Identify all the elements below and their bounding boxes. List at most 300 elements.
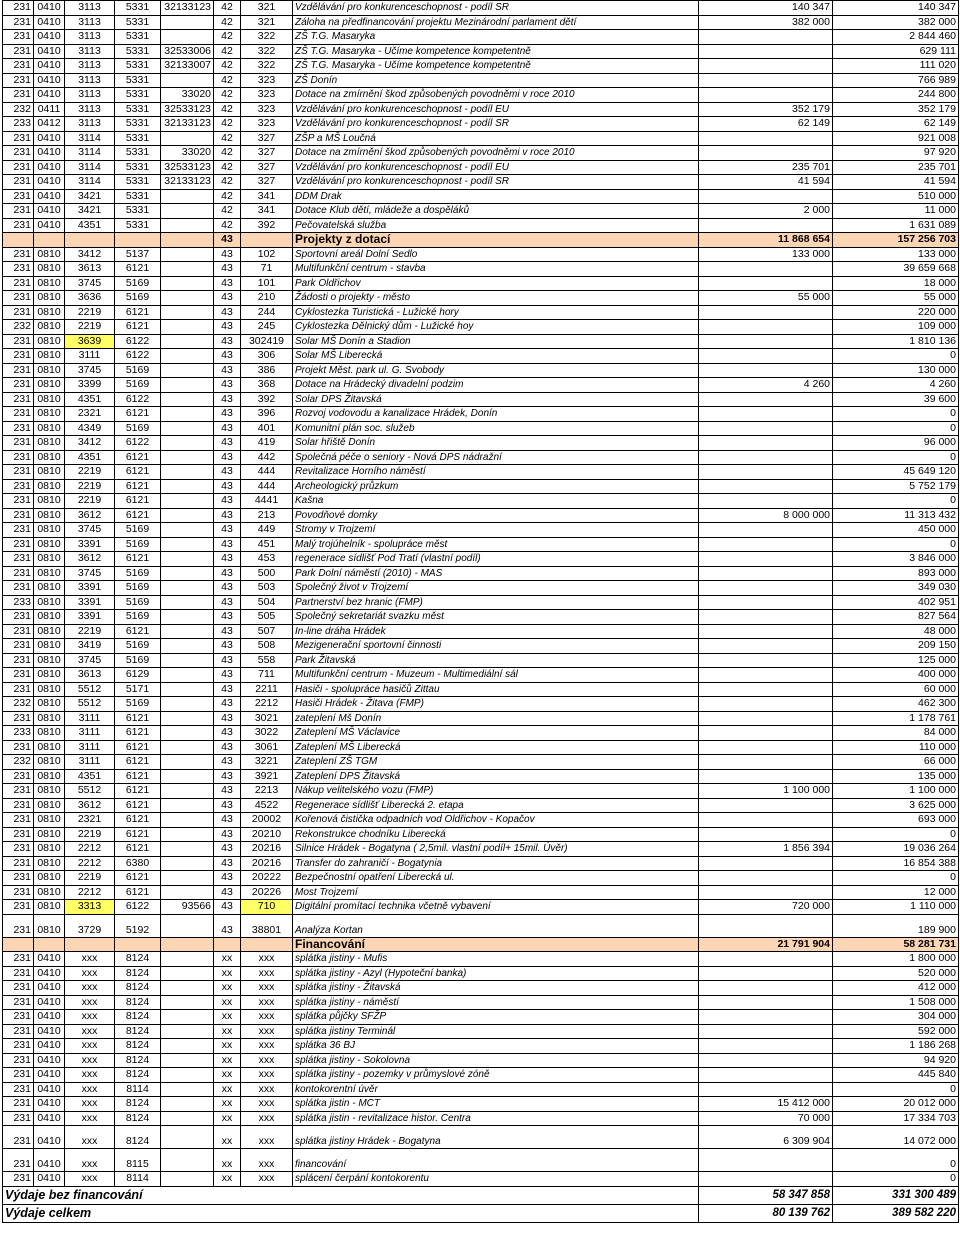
cell-i: 2 000 <box>699 204 833 219</box>
cell-a: 231 <box>3 378 34 393</box>
table-row <box>3 624 959 639</box>
cell-b: 0410 <box>34 44 65 59</box>
cell-b: 0810 <box>34 407 65 422</box>
cell-c: xxx <box>65 1068 115 1083</box>
cell-i <box>699 407 833 422</box>
cell-h: Analýza Kortan <box>293 914 699 937</box>
cell-h: Zateplení MŠ Liberecká <box>293 740 699 755</box>
cell-g: 327 <box>241 131 293 146</box>
cell-e <box>161 914 214 937</box>
cell-b: 0410 <box>34 189 65 204</box>
cell-h: Bezpečnostní opatření Liberecká ul. <box>293 871 699 886</box>
cell-i <box>699 262 833 277</box>
cell-f: 43 <box>214 552 241 567</box>
cell-g: 2212 <box>241 697 293 712</box>
cell-j: 62 149 <box>833 117 959 132</box>
cell-g: 321 <box>241 1 293 16</box>
cell-h: splátka jistiny - Žitavská <box>293 981 699 996</box>
total-value-i: 58 347 858 <box>699 1186 833 1204</box>
cell-a: 231 <box>3 798 34 813</box>
cell-f: 43 <box>214 450 241 465</box>
table-row <box>3 378 959 393</box>
cell-j: 304 000 <box>833 1010 959 1025</box>
cell-h: Kašna <box>293 494 699 509</box>
cell-a: 231 <box>3 1111 34 1126</box>
cell-a: 231 <box>3 668 34 683</box>
cell-b: 0410 <box>34 160 65 175</box>
cell-g: 504 <box>241 595 293 610</box>
cell-d: 5169 <box>115 523 161 538</box>
cell-c: 3111 <box>65 726 115 741</box>
cell-f: 42 <box>214 88 241 103</box>
cell-f: 43 <box>214 668 241 683</box>
table-row <box>3 436 959 451</box>
cell-f <box>214 937 241 952</box>
cell-a: 231 <box>3 1097 34 1112</box>
cell-i: 1 856 394 <box>699 842 833 857</box>
cell-e <box>161 769 214 784</box>
cell-f: 43 <box>214 349 241 364</box>
cell-j: 0 <box>833 407 959 422</box>
cell-g: 20222 <box>241 871 293 886</box>
table-row <box>3 73 959 88</box>
cell-i: 41 594 <box>699 175 833 190</box>
cell-a: 231 <box>3 682 34 697</box>
cell-c: 3111 <box>65 349 115 364</box>
cell-g: xxx <box>241 966 293 981</box>
cell-a: 231 <box>3 421 34 436</box>
cell-e <box>161 552 214 567</box>
cell-j: 135 000 <box>833 769 959 784</box>
cell-g: 392 <box>241 392 293 407</box>
cell-i: 140 347 <box>699 1 833 16</box>
table-row <box>3 204 959 219</box>
cell-b: 0410 <box>34 73 65 88</box>
cell-h: Komunitní plán soc. služeb <box>293 421 699 436</box>
cell-g: 322 <box>241 59 293 74</box>
cell-f: 43 <box>214 233 241 248</box>
cell-j: 921 008 <box>833 131 959 146</box>
cell-d: 5331 <box>115 88 161 103</box>
cell-g: 323 <box>241 117 293 132</box>
cell-f: 42 <box>214 204 241 219</box>
cell-g: 101 <box>241 276 293 291</box>
cell-c: xxx <box>65 1149 115 1172</box>
cell-e <box>161 30 214 45</box>
cell-a: 231 <box>3 523 34 538</box>
cell-e <box>161 937 214 952</box>
cell-d: 6121 <box>115 552 161 567</box>
cell-j: 3 846 000 <box>833 552 959 567</box>
cell-j: 19 036 264 <box>833 842 959 857</box>
table-row <box>3 392 959 407</box>
cell-i <box>699 131 833 146</box>
total-label: Výdaje celkem <box>3 1204 699 1222</box>
cell-j: 1 800 000 <box>833 952 959 967</box>
cell-b: 0810 <box>34 856 65 871</box>
cell-f: 42 <box>214 59 241 74</box>
cell-b: 0810 <box>34 624 65 639</box>
table-row <box>3 552 959 567</box>
cell-j: 1 810 136 <box>833 334 959 349</box>
cell-j: 60 000 <box>833 682 959 697</box>
cell-c: 4351 <box>65 450 115 465</box>
cell-i: 382 000 <box>699 15 833 30</box>
cell-g: 213 <box>241 508 293 523</box>
cell-j: 96 000 <box>833 436 959 451</box>
cell-e <box>161 363 214 378</box>
cell-b: 0810 <box>34 914 65 937</box>
cell-h: splátka jistin - MCT <box>293 1097 699 1112</box>
table-row <box>3 1 959 16</box>
cell-i <box>699 668 833 683</box>
cell-g: 444 <box>241 479 293 494</box>
cell-g: 38801 <box>241 914 293 937</box>
cell-e <box>161 479 214 494</box>
table-row <box>3 966 959 981</box>
cell-b: 0810 <box>34 682 65 697</box>
cell-a: 232 <box>3 320 34 335</box>
cell-i <box>699 421 833 436</box>
cell-i <box>699 1024 833 1039</box>
cell-a: 231 <box>3 981 34 996</box>
cell-a: 231 <box>3 465 34 480</box>
cell-g: 401 <box>241 421 293 436</box>
cell-f: 43 <box>214 262 241 277</box>
cell-a: 231 <box>3 131 34 146</box>
cell-b: 0410 <box>34 30 65 45</box>
cell-b: 0410 <box>34 146 65 161</box>
cell-h: Digitální promítací technika včetně vybavení <box>293 900 699 915</box>
cell-j: 402 951 <box>833 595 959 610</box>
cell-a: 231 <box>3 885 34 900</box>
cell-h: Kořenová čistička odpadních vod Oldřichov - Kopačov <box>293 813 699 828</box>
cell-g: 4522 <box>241 798 293 813</box>
cell-d: 5169 <box>115 291 161 306</box>
cell-g: xxx <box>241 952 293 967</box>
cell-c: 2219 <box>65 305 115 320</box>
cell-d: 6121 <box>115 479 161 494</box>
cell-d: 6121 <box>115 465 161 480</box>
table-row <box>3 885 959 900</box>
table-row <box>3 784 959 799</box>
cell-d: 5171 <box>115 682 161 697</box>
cell-h: Archeologický průzkum <box>293 479 699 494</box>
cell-c: 3113 <box>65 1 115 16</box>
cell-e: 32133123 <box>161 1 214 16</box>
cell-b: 0810 <box>34 581 65 596</box>
cell-e <box>161 697 214 712</box>
cell-i <box>699 827 833 842</box>
table-row <box>3 1039 959 1054</box>
cell-d: 5169 <box>115 537 161 552</box>
cell-c: 3113 <box>65 59 115 74</box>
cell-b: 0410 <box>34 1024 65 1039</box>
cell-b: 0810 <box>34 842 65 857</box>
table-row <box>3 755 959 770</box>
cell-e: 32533123 <box>161 102 214 117</box>
cell-b: 0410 <box>34 88 65 103</box>
cell-g: 102 <box>241 247 293 262</box>
cell-c: xxx <box>65 995 115 1010</box>
cell-i <box>699 305 833 320</box>
cell-e <box>161 668 214 683</box>
cell-j: 450 000 <box>833 523 959 538</box>
cell-e <box>161 305 214 320</box>
cell-f: 43 <box>214 856 241 871</box>
cell-d: 5169 <box>115 276 161 291</box>
cell-f: 42 <box>214 73 241 88</box>
table-row <box>3 479 959 494</box>
cell-i <box>699 537 833 552</box>
cell-a: 231 <box>3 1010 34 1025</box>
cell-e <box>161 1126 214 1149</box>
table-row <box>3 697 959 712</box>
cell-g: 505 <box>241 610 293 625</box>
cell-d: 8124 <box>115 1024 161 1039</box>
cell-f: xx <box>214 952 241 967</box>
cell-e <box>161 262 214 277</box>
cell-h: Solar hřiště Donín <box>293 436 699 451</box>
cell-a: 232 <box>3 755 34 770</box>
cell-b: 0410 <box>34 59 65 74</box>
cell-h: financování <box>293 1149 699 1172</box>
cell-j: 84 000 <box>833 726 959 741</box>
cell-f: 42 <box>214 146 241 161</box>
cell-f: 43 <box>214 755 241 770</box>
cell-h: Regenerace sídlišť Liberecká 2. etapa <box>293 798 699 813</box>
cell-b: 0410 <box>34 1010 65 1025</box>
cell-d: 8124 <box>115 1126 161 1149</box>
cell-a <box>3 937 34 952</box>
cell-f: 43 <box>214 624 241 639</box>
cell-j: 58 281 731 <box>833 937 959 952</box>
cell-a: 231 <box>3 842 34 857</box>
cell-c: xxx <box>65 981 115 996</box>
cell-h: Vzdělávání pro konkurenceschopnost - podíl EU <box>293 102 699 117</box>
table-row <box>3 1149 959 1172</box>
cell-a: 231 <box>3 305 34 320</box>
cell-i <box>699 59 833 74</box>
cell-f: 43 <box>214 697 241 712</box>
cell-i <box>699 624 833 639</box>
cell-h: Partnerství bez hranic (FMP) <box>293 595 699 610</box>
cell-i <box>699 885 833 900</box>
cell-g: xxx <box>241 1111 293 1126</box>
cell-h: Solar MŠ Donín a Stadion <box>293 334 699 349</box>
cell-e <box>161 73 214 88</box>
cell-h: DDM Drak <box>293 189 699 204</box>
cell-d <box>115 233 161 248</box>
cell-d: 5331 <box>115 59 161 74</box>
cell-a: 231 <box>3 436 34 451</box>
table-row <box>3 856 959 871</box>
cell-d: 6121 <box>115 813 161 828</box>
table-row <box>3 682 959 697</box>
cell-j: 1 178 761 <box>833 711 959 726</box>
cell-g: 3921 <box>241 769 293 784</box>
cell-c: 3745 <box>65 363 115 378</box>
cell-e <box>161 349 214 364</box>
cell-f: 42 <box>214 44 241 59</box>
total-value-j: 331 300 489 <box>833 1186 959 1204</box>
cell-j: 0 <box>833 827 959 842</box>
cell-d: 6121 <box>115 740 161 755</box>
cell-d: 8124 <box>115 1039 161 1054</box>
cell-g: 453 <box>241 552 293 567</box>
cell-i: 62 149 <box>699 117 833 132</box>
cell-e <box>161 407 214 422</box>
cell-c: xxx <box>65 1039 115 1054</box>
cell-g: xxx <box>241 995 293 1010</box>
cell-g: 503 <box>241 581 293 596</box>
cell-a: 232 <box>3 697 34 712</box>
cell-d: 5169 <box>115 639 161 654</box>
cell-e <box>161 798 214 813</box>
cell-d: 5169 <box>115 421 161 436</box>
cell-c: xxx <box>65 1010 115 1025</box>
cell-e <box>161 566 214 581</box>
cell-b: 0410 <box>34 1111 65 1126</box>
table-row <box>3 44 959 59</box>
table-row <box>3 914 959 937</box>
cell-i: 235 701 <box>699 160 833 175</box>
cell-f: xx <box>214 1126 241 1149</box>
table-row <box>3 726 959 741</box>
cell-f: 43 <box>214 813 241 828</box>
cell-h: Solar DPS Žitavská <box>293 392 699 407</box>
cell-i <box>699 653 833 668</box>
cell-j: 209 150 <box>833 639 959 654</box>
cell-d: 6121 <box>115 494 161 509</box>
cell-e <box>161 1068 214 1083</box>
cell-a <box>3 233 34 248</box>
cell-f: 43 <box>214 537 241 552</box>
cell-i <box>699 610 833 625</box>
table-row <box>3 1172 959 1187</box>
cell-e <box>161 755 214 770</box>
cell-e <box>161 966 214 981</box>
cell-j: 592 000 <box>833 1024 959 1039</box>
cell-f: xx <box>214 966 241 981</box>
cell-h: splátka jistiny Hrádek - Bogatyna <box>293 1126 699 1149</box>
cell-g: xxx <box>241 1149 293 1172</box>
cell-f: xx <box>214 1024 241 1039</box>
cell-d: 6122 <box>115 392 161 407</box>
cell-c: xxx <box>65 1053 115 1068</box>
cell-f: 42 <box>214 218 241 233</box>
cell-h: Vzdělávání pro konkurenceschopnost - podíl EU <box>293 160 699 175</box>
cell-j: 66 000 <box>833 755 959 770</box>
cell-g: 4441 <box>241 494 293 509</box>
cell-j: 520 000 <box>833 966 959 981</box>
cell-j: 220 000 <box>833 305 959 320</box>
cell-f: 43 <box>214 842 241 857</box>
cell-c: 3113 <box>65 44 115 59</box>
cell-j: 133 000 <box>833 247 959 262</box>
cell-g: 20002 <box>241 813 293 828</box>
cell-b: 0810 <box>34 639 65 654</box>
cell-b: 0810 <box>34 305 65 320</box>
table-row <box>3 465 959 480</box>
cell-d: 5331 <box>115 117 161 132</box>
table-row <box>3 88 959 103</box>
cell-a: 231 <box>3 1024 34 1039</box>
cell-f: 43 <box>214 334 241 349</box>
cell-f: 43 <box>214 581 241 596</box>
cell-h: Zateplení DPS Žitavská <box>293 769 699 784</box>
cell-i <box>699 349 833 364</box>
cell-i <box>699 639 833 654</box>
cell-j: 382 000 <box>833 15 959 30</box>
cell-j: 20 012 000 <box>833 1097 959 1112</box>
cell-g: 3221 <box>241 755 293 770</box>
cell-b: 0810 <box>34 537 65 552</box>
cell-h: zateplení Mš Donín <box>293 711 699 726</box>
cell-b: 0810 <box>34 813 65 828</box>
cell-i <box>699 1010 833 1025</box>
cell-a: 233 <box>3 595 34 610</box>
cell-i <box>699 813 833 828</box>
cell-b: 0810 <box>34 479 65 494</box>
cell-g: 341 <box>241 204 293 219</box>
cell-a: 231 <box>3 189 34 204</box>
cell-c: 3412 <box>65 247 115 262</box>
cell-h: splátka jistin - revitalizace histor. Centra <box>293 1111 699 1126</box>
cell-i <box>699 755 833 770</box>
cell-f: 43 <box>214 291 241 306</box>
cell-g: xxx <box>241 981 293 996</box>
cell-g: 306 <box>241 349 293 364</box>
cell-e: 32533123 <box>161 160 214 175</box>
cell-g: 323 <box>241 88 293 103</box>
cell-a: 231 <box>3 407 34 422</box>
cell-c: 3113 <box>65 117 115 132</box>
table-row <box>3 769 959 784</box>
cell-d: 8124 <box>115 952 161 967</box>
cell-b <box>34 233 65 248</box>
cell-e <box>161 378 214 393</box>
cell-b: 0810 <box>34 784 65 799</box>
cell-f: 43 <box>214 653 241 668</box>
section-header-row <box>3 233 959 248</box>
table-row <box>3 639 959 654</box>
cell-f: xx <box>214 1053 241 1068</box>
cell-e <box>161 726 214 741</box>
cell-e <box>161 856 214 871</box>
cell-f: 42 <box>214 117 241 132</box>
cell-a: 231 <box>3 262 34 277</box>
cell-a: 231 <box>3 639 34 654</box>
cell-f: 43 <box>214 726 241 741</box>
cell-g: xxx <box>241 1053 293 1068</box>
cell-i <box>699 523 833 538</box>
cell-i: 720 000 <box>699 900 833 915</box>
cell-h: Pečovatelská služba <box>293 218 699 233</box>
cell-c <box>65 233 115 248</box>
cell-g: 321 <box>241 15 293 30</box>
cell-c: 3612 <box>65 508 115 523</box>
table-row <box>3 566 959 581</box>
cell-i <box>699 146 833 161</box>
cell-e <box>161 653 214 668</box>
cell-g: 71 <box>241 262 293 277</box>
cell-c: xxx <box>65 952 115 967</box>
cell-h: Hasiči Hrádek - Žitava (FMP) <box>293 697 699 712</box>
cell-a: 231 <box>3 995 34 1010</box>
cell-a: 231 <box>3 581 34 596</box>
cell-g: 245 <box>241 320 293 335</box>
